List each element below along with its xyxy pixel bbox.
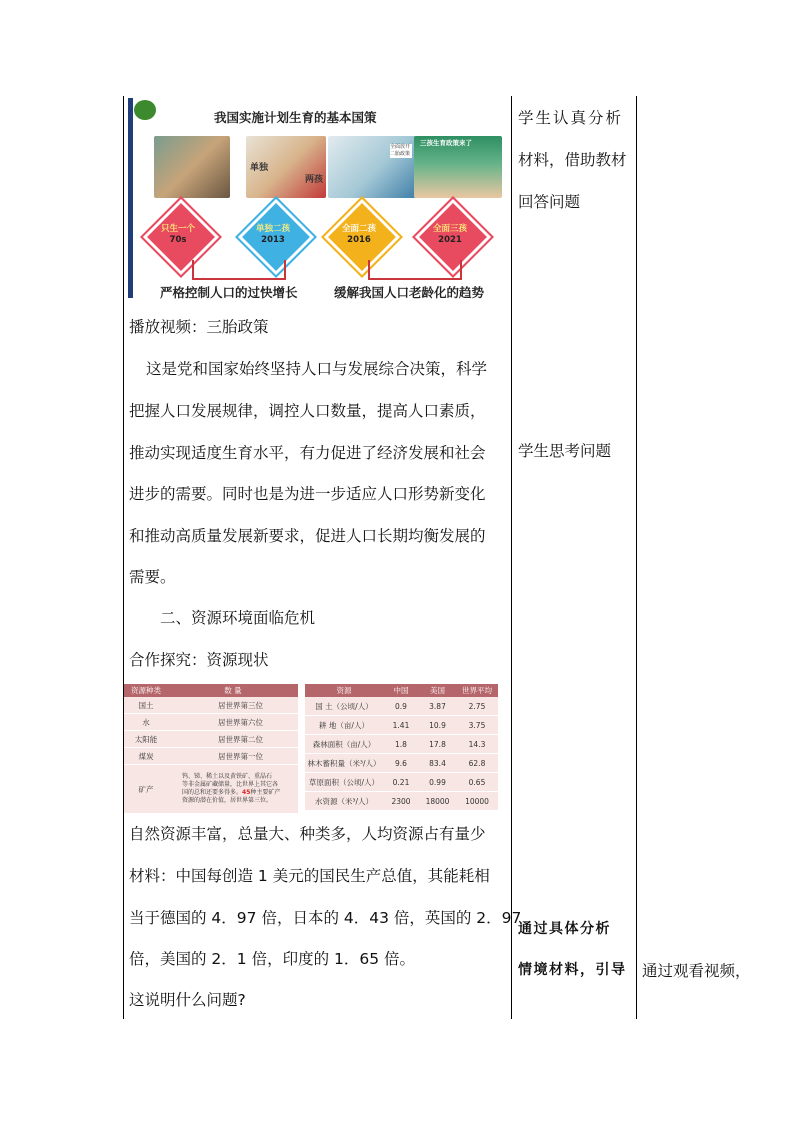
design-intent-line: 通过具体分析 [518,921,611,937]
policy-paragraph-line: 推动实现适度生育水平，有力促进了经济发展和社会 [129,444,486,462]
policy-label-2: 单独二孩 2013 [255,224,290,245]
material-line: 倍，美国的 2．1 倍，印度的 1．65 倍。 [129,950,416,968]
table-row: 煤炭 居世界第一位 [124,748,298,765]
table-row-minerals: 矿产 钨、锑、稀土以及黄铁矿、重晶石 等非金属矿藏储量，比世界上其它各 国的总和还要多得多。45种主要矿产 资源的潜在价值，居世界第三位。 [124,765,298,814]
policy-paragraph-line: 和推动高质量发展新要求，促进人口长期均衡发展的 [129,527,486,545]
policy-label-1: 只生一个 70s [160,224,195,245]
material-line: 当于德国的 4．97 倍，日本的 4．43 倍，英国的 2．97 [129,909,522,927]
photo-single-two-children [246,136,326,198]
design-intent-line: 情境材料，引导 [518,962,627,978]
leaf-logo-icon [134,100,156,120]
bracket-left [192,260,286,280]
photo-label: 单独 [250,163,269,173]
photo-label: 全面放开二胎政策 [390,144,411,157]
table-row: 水 居世界第六位 [124,714,298,731]
conclusion-line: 自然资源丰富，总量大、种类多，人均资源占有量少 [129,825,486,843]
table-row: 森林面积（亩/人） 1.8 17.8 14.3 [305,735,498,754]
photo-three-children [414,136,502,198]
student-activity-line: 材料，借助教材 [518,151,627,169]
resource-rank-table [124,684,298,814]
table-row: 草原面积（公顷/人） 0.21 0.99 0.65 [305,773,498,792]
photo-one-child [154,136,230,198]
question-line: 这说明什么问题? [129,991,246,1009]
table-rule-middle [511,96,512,1019]
table-rule-left [123,96,124,1019]
student-think-line: 学生思考问题 [518,442,612,460]
table-header: 资源种类 数 量 [124,684,298,697]
coop-title: 合作探究：资源现状 [129,651,269,669]
caption-right: 缓解我国人口老龄化的趋势 [334,285,485,300]
policy-paragraph-line: 需要。 [129,568,176,586]
policy-paragraph-line: 把握人口发展规律，调控人口数量，提高人口素质， [129,402,486,420]
bracket-right [368,260,462,280]
design-note-line: 通过观看视频， [642,962,751,980]
policy-label-4: 全面三孩 2021 [432,224,467,245]
section-title: 二、资源环境面临危机 [160,609,316,627]
per-capita-table [305,684,498,811]
photo-label: 两孩 [304,175,323,185]
table-row: 国土 居世界第三位 [124,697,298,714]
policy-label-3: 全面二孩 2016 [341,224,376,245]
resource-tables-image [124,684,500,812]
photo-label: 三孩生育政策来了 [420,139,472,147]
accent-bar [128,98,133,298]
policy-paragraph-line: 这是党和国家始终坚持人口与发展综合决策，科学 [146,360,488,378]
caption-left: 严格控制人口的过快增长 [160,285,298,300]
table-row: 国 土（公顷/人） 0.9 3.87 2.75 [305,697,498,716]
policy-paragraph-line: 进步的需要。同时也是为进一步适应人口形势新变化 [129,485,486,503]
table-row: 水资源（米³/人） 2300 18000 10000 [305,792,498,811]
table-rule-right [636,96,637,1019]
video-line: 播放视频：三胎政策 [129,318,269,336]
table-header: 资源 中国 美国 世界平均 [305,684,498,697]
policy-infographic [128,98,505,300]
student-activity-line: 学生认真分析 [518,109,624,127]
photo-full-two-children [328,136,416,198]
infographic-title: 我国实施计划生育的基本国策 [214,110,377,125]
table-row: 太阳能 居世界第二位 [124,731,298,748]
table-row: 耕 地（亩/人） 1.41 10.9 3.75 [305,716,498,735]
table-row: 林木蓄积量（米³/人） 9.6 83.4 62.8 [305,754,498,773]
material-line: 材料：中国每创造 1 美元的国民生产总值，其能耗相 [129,867,490,885]
student-activity-line: 回答问题 [518,193,581,211]
